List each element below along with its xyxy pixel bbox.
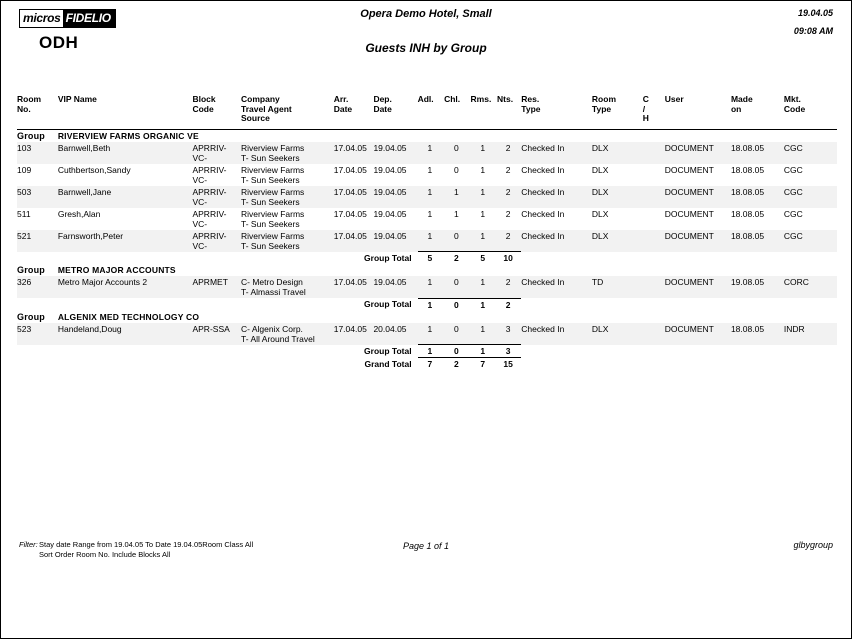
cell-made-on: 18.08.05 (730, 142, 765, 153)
cell-arr-date: 17.04.05 (333, 164, 367, 175)
cell-res-type: Checked In (521, 208, 565, 219)
group-label: Group (17, 265, 45, 275)
hotel-name: Opera Demo Hotel, Small (360, 8, 492, 20)
table-row[interactable] (17, 323, 837, 345)
report-date: 19.04.05 (797, 8, 833, 18)
cell-arr-date: 17.04.05 (333, 277, 367, 287)
cell-made-on: 18.08.05 (730, 323, 765, 334)
cell-res-type: Checked In (521, 142, 565, 153)
cell-adults: 1 (427, 277, 433, 287)
group-total-adults: 1 (418, 345, 444, 358)
grand-total-adults: 7 (418, 358, 444, 371)
cell-company: Riverview Farms T- Sun Seekers (241, 186, 305, 207)
cell-made-on: 19.08.05 (730, 277, 765, 287)
col-header-room-type: Room Type (591, 94, 617, 114)
group-total-rooms: 1 (471, 345, 497, 358)
cell-adults: 1 (427, 186, 433, 197)
table-row[interactable] (17, 276, 837, 298)
cell-rooms: 1 (480, 186, 486, 197)
cell-adults: 1 (427, 323, 433, 334)
cell-children: 0 (453, 164, 459, 175)
cell-mkt-code: CGC (783, 164, 803, 175)
cell-nights: 2 (505, 208, 511, 219)
col-header-vip-name: VIP Name (57, 94, 97, 104)
cell-block-code: APRRIV-VC- (192, 164, 227, 185)
cell-block-code: APRRIV-VC- (192, 186, 227, 207)
cell-mkt-code: CORC (783, 277, 809, 287)
group-label: Group (17, 130, 45, 141)
group-total-nights: 10 (497, 252, 521, 265)
cell-arr-date: 17.04.05 (333, 186, 367, 197)
cell-arr-date: 17.04.05 (333, 230, 367, 241)
filter-line-1: Stay date Range from 19.04.05 To Date 19.04.05Room Class All (39, 540, 254, 549)
cell-res-type: Checked In (521, 186, 565, 197)
cell-mkt-code: CGC (783, 230, 803, 241)
group-header-row (17, 264, 837, 276)
cell-rooms: 1 (480, 230, 486, 241)
group-total-adults: 1 (418, 298, 444, 311)
cell-block-code: APRRIV-VC- (192, 230, 227, 251)
cell-nights: 2 (505, 142, 511, 153)
cell-children: 0 (453, 230, 459, 241)
cell-room: 109 (17, 164, 32, 175)
cell-res-type: Checked In (521, 164, 565, 175)
group-header-row (17, 311, 837, 323)
cell-company: Riverview Farms T- Sun Seekers (241, 142, 305, 163)
cell-room-type: DLX (591, 323, 609, 334)
group-total-children: 0 (444, 345, 470, 358)
cell-room-type: DLX (591, 230, 609, 241)
group-name: RIVERVIEW FARMS ORGANIC VE (57, 130, 199, 141)
cell-arr-date: 17.04.05 (333, 323, 367, 334)
cell-block-code: APRRIV-VC- (192, 208, 227, 229)
cell-res-type: Checked In (521, 277, 565, 287)
col-header-block-code: Block Code (192, 94, 216, 114)
cell-room: 511 (17, 208, 31, 219)
logo-micros-text: micros (20, 10, 63, 27)
grand-total-nights: 15 (497, 358, 521, 371)
cell-made-on: 18.08.05 (730, 186, 765, 197)
col-header-company: Company Travel Agent Source (241, 94, 292, 123)
col-header-adults: Adl. (417, 94, 434, 104)
col-header-dep-date: Dep. Date (373, 94, 392, 114)
cell-ch (643, 276, 665, 298)
cell-res-type: Checked In (521, 323, 565, 334)
cell-made-on: 18.08.05 (730, 164, 765, 175)
cell-dep-date: 19.04.05 (373, 164, 407, 175)
col-header-ch: C / H (642, 94, 649, 123)
cell-adults: 1 (427, 208, 433, 219)
group-total-nights: 3 (497, 345, 521, 358)
cell-user: DOCUMENT (664, 277, 714, 287)
cell-rooms: 1 (480, 323, 486, 334)
grand-total-children: 2 (444, 358, 470, 371)
cell-mkt-code: CGC (783, 208, 803, 219)
cell-ch (643, 208, 665, 230)
cell-dep-date: 19.04.05 (373, 208, 407, 219)
col-header-children: Chl. (444, 94, 461, 104)
cell-user: DOCUMENT (664, 164, 714, 175)
cell-dep-date: 19.04.05 (373, 186, 407, 197)
group-total-label: Group Total (364, 345, 412, 356)
cell-vip-name: Handeland,Doug (57, 323, 122, 334)
cell-company: C- Algenix Corp. T- All Around Travel (241, 323, 315, 344)
cell-dep-date: 20.04.05 (373, 323, 407, 334)
group-label: Group (17, 311, 45, 322)
col-header-made-on: Made on (730, 94, 753, 114)
cell-rooms: 1 (480, 208, 486, 219)
group-total-row (17, 345, 837, 358)
cell-arr-date: 17.04.05 (333, 142, 367, 153)
cell-room: 326 (17, 277, 32, 287)
cell-user: DOCUMENT (664, 230, 714, 241)
cell-room: 103 (17, 142, 32, 153)
cell-ch (643, 142, 665, 164)
cell-res-type: Checked In (521, 230, 565, 241)
cell-ch (643, 186, 665, 208)
cell-mkt-code: CGC (783, 142, 803, 153)
cell-adults: 1 (427, 142, 433, 153)
cell-vip-name: Barnwell,Jane (57, 186, 112, 197)
grand-total-label: Grand Total (364, 358, 412, 369)
cell-company: Riverview Farms T- Sun Seekers (241, 230, 305, 251)
cell-user: DOCUMENT (664, 323, 714, 334)
cell-company: Riverview Farms T- Sun Seekers (241, 208, 305, 229)
cell-dep-date: 19.04.05 (373, 142, 407, 153)
cell-mkt-code: CGC (783, 186, 803, 197)
cell-block-code: APRRIV-VC- (192, 142, 227, 163)
cell-children: 0 (453, 323, 459, 334)
report-footer (1, 540, 851, 570)
cell-room: 503 (17, 186, 32, 197)
group-total-label: Group Total (364, 252, 412, 263)
group-total-nights: 2 (497, 298, 521, 311)
cell-vip-name: Gresh,Alan (57, 208, 101, 219)
cell-room-type: DLX (591, 164, 609, 175)
cell-user: DOCUMENT (664, 142, 714, 153)
cell-room-type: TD (591, 277, 604, 287)
cell-vip-name: Barnwell,Beth (57, 142, 111, 153)
cell-rooms: 1 (480, 164, 486, 175)
cell-made-on: 18.08.05 (730, 230, 765, 241)
cell-rooms: 1 (480, 142, 486, 153)
group-total-children: 0 (444, 298, 470, 311)
group-total-rooms: 5 (471, 252, 497, 265)
cell-dep-date: 19.04.05 (373, 230, 407, 241)
col-header-mkt-code: Mkt. Code (783, 94, 806, 114)
group-header-row (17, 129, 837, 142)
cell-dep-date: 19.04.05 (373, 277, 407, 287)
filter-label: Filter: (19, 540, 38, 549)
cell-children: 1 (453, 208, 459, 219)
cell-vip-name: Farnsworth,Peter (57, 230, 124, 241)
cell-arr-date: 17.04.05 (333, 208, 367, 219)
cell-nights: 2 (505, 277, 511, 287)
cell-company: Riverview Farms T- Sun Seekers (241, 164, 305, 185)
filter-line-2: Sort Order Room No. Include Blocks All (39, 550, 171, 559)
cell-user: DOCUMENT (664, 208, 714, 219)
cell-children: 0 (453, 277, 459, 287)
table-row[interactable] (17, 230, 837, 252)
logo-fidelio-text: FIDELIO (63, 10, 115, 27)
cell-mkt-code: INDR (783, 323, 805, 334)
cell-room-type: DLX (591, 208, 609, 219)
group-total-adults: 5 (418, 252, 444, 265)
cell-company: C- Metro Design T- Almassi Travel (241, 277, 306, 297)
property-code: ODH (39, 33, 79, 52)
group-total-rooms: 1 (471, 298, 497, 311)
table-row[interactable] (17, 186, 837, 208)
cell-nights: 2 (505, 164, 511, 175)
col-header-rooms: Rms. (470, 94, 492, 104)
col-header-res-type: Res. Type (521, 94, 541, 114)
cell-nights: 2 (505, 186, 511, 197)
cell-children: 0 (453, 142, 459, 153)
group-total-row (17, 298, 837, 311)
col-header-room: Room No. (17, 94, 42, 114)
group-name: METRO MAJOR ACCOUNTS (57, 265, 176, 275)
cell-room-type: DLX (591, 186, 609, 197)
table-header-row (17, 95, 837, 127)
group-total-children: 2 (444, 252, 470, 265)
cell-block-code: APR-SSA (192, 323, 230, 334)
table-row[interactable] (17, 208, 837, 230)
col-header-nights: Nts. (497, 94, 514, 104)
guests-by-group-table (17, 95, 837, 370)
page-number: Page 1 of 1 (402, 541, 450, 551)
table-row[interactable] (17, 142, 837, 164)
cell-ch (643, 164, 665, 186)
grand-total-row (17, 358, 837, 371)
group-total-row (17, 252, 837, 265)
col-header-user: User (664, 94, 684, 104)
cell-nights: 3 (505, 323, 511, 334)
cell-user: DOCUMENT (664, 186, 714, 197)
cell-ch (643, 323, 665, 345)
cell-block-code: APRMET (192, 277, 228, 287)
col-header-arr-date: Arr. Date (333, 94, 353, 114)
page-title: Guests INH by Group (365, 41, 487, 55)
cell-made-on: 18.08.05 (730, 208, 765, 219)
cell-vip-name: Metro Major Accounts 2 (57, 277, 148, 287)
report-table-wrapper (17, 95, 837, 370)
table-body (17, 129, 837, 370)
group-total-label: Group Total (364, 299, 412, 309)
cell-room: 521 (17, 230, 32, 241)
cell-rooms: 1 (480, 277, 486, 287)
grand-total-rooms: 7 (471, 358, 497, 371)
report-id: glbygroup (793, 540, 833, 550)
group-name: ALGENIX MED TECHNOLOGY CO (57, 311, 200, 322)
cell-vip-name: Cuthbertson,Sandy (57, 164, 131, 175)
table-row[interactable] (17, 164, 837, 186)
cell-nights: 2 (505, 230, 511, 241)
cell-ch (643, 230, 665, 252)
report-time: 09:08 AM (793, 26, 833, 36)
cell-children: 1 (453, 186, 459, 197)
cell-room: 523 (17, 323, 32, 334)
cell-adults: 1 (427, 230, 433, 241)
cell-room-type: DLX (591, 142, 609, 153)
cell-adults: 1 (427, 164, 433, 175)
